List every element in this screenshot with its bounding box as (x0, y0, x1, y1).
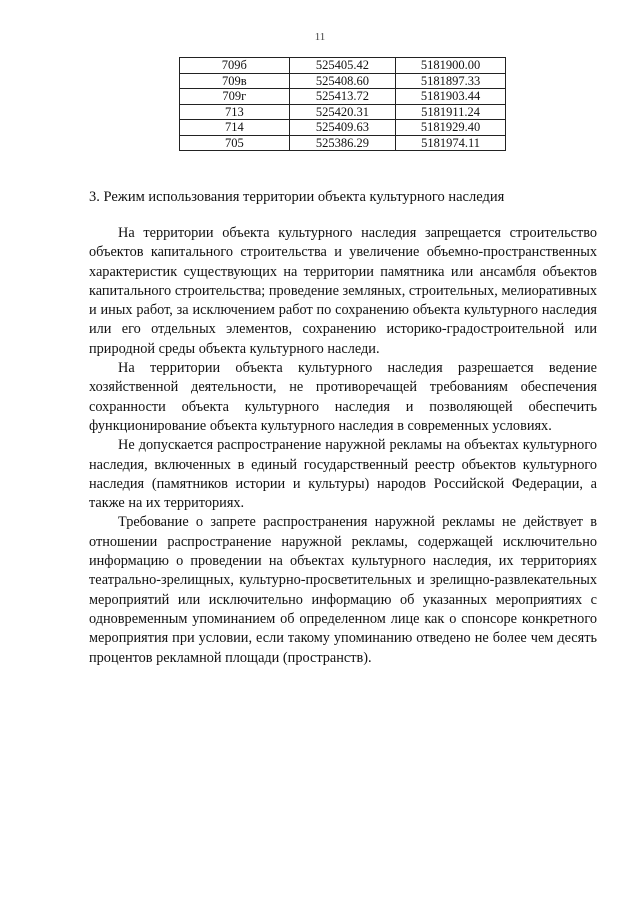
table-cell: 5181974.11 (396, 135, 506, 151)
table-cell: 525408.60 (289, 73, 396, 89)
paragraph: На территории объекта культурного наследия разрешается ведение хозяйственной деятельности, не противоречащей требованиям обеспечения сохранности объекта культурного наследия и позволяющей обеспечить функционирование объекта культурного наследия в современных условиях. (89, 360, 597, 434)
section-body (89, 224, 597, 668)
table-cell: 525413.72 (289, 89, 396, 105)
table-cell: 5181903.44 (396, 89, 506, 105)
table-cell: 5181911.24 (396, 104, 506, 120)
table-cell: 714 (180, 120, 290, 136)
table-cell: 709г (180, 89, 290, 105)
table-row (180, 73, 506, 89)
coordinates-table (179, 57, 506, 151)
table-cell: 525386.29 (289, 135, 396, 151)
table-cell: 525405.42 (289, 58, 396, 74)
paragraph: На территории объекта культурного наследия запрещается строительство объектов капитального строительства и увеличение объемно-пространственных характеристик существующих на территории памятника или ансамбля объектов капитального строительства; проведение земляных, строительных, мелиоративных и иных работ, за исключением работ по сохранению объекта культурного наследия или его отдельных элементов, сохранению историко-градостроительной или природной среды объекта культурного наследи. (89, 225, 597, 357)
table-cell: 525420.31 (289, 104, 396, 120)
paragraph: Требование о запрете распространения наружной рекламы не действует в отношении распространение наружной рекламы, содержащей исключительно информацию о проведении на объектах культурного наследия, их территориях театрально-зрелищных, культурно-просветительных и зрелищно-развлекательных мероприятий или исключительно информацию об указанных мероприятиях с одновременным упоминанием об определенном лице как о спонсоре конкретного мероприятия при условии, если такому упоминанию отведено не более чем десять процентов рекламной площади (пространств). (89, 514, 597, 666)
paragraph: Не допускается распространение наружной рекламы на объектах культурного наследия, включенных в единый государственный реестр объектов культурного наследия (памятников истории и культуры) народов Российской Федерации, а также на их территориях. (89, 437, 597, 512)
table-cell: 5181900.00 (396, 58, 506, 74)
table-cell: 713 (180, 104, 290, 120)
table-cell: 705 (180, 135, 290, 151)
page-number: 11 (314, 31, 326, 43)
table-row (180, 135, 506, 151)
table-row (180, 89, 506, 105)
section-heading: 3. Режим использования территории объекта культурного наследия (89, 189, 505, 205)
table-cell: 709б (180, 58, 290, 74)
table-cell: 709в (180, 73, 290, 89)
table-row (180, 58, 506, 74)
table-cell: 5181929.40 (396, 120, 506, 136)
table-row (180, 104, 506, 120)
table-row (180, 120, 506, 136)
table-cell: 525409.63 (289, 120, 396, 136)
table-cell: 5181897.33 (396, 73, 506, 89)
